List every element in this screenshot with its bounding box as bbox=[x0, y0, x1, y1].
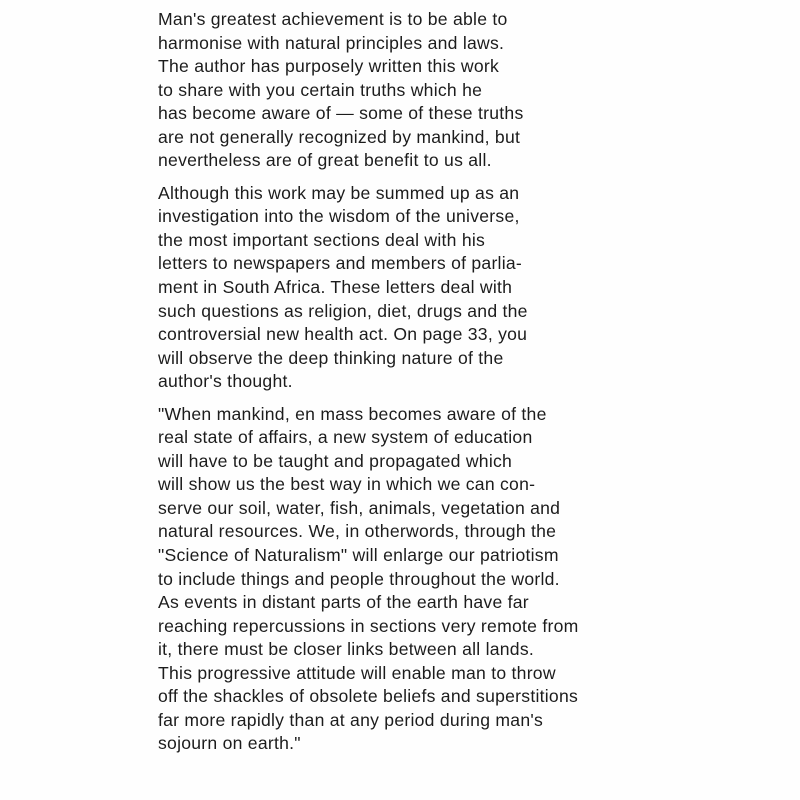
text-line: As events in distant parts of the earth have far bbox=[158, 592, 529, 613]
text-line: to include things and people throughout the world. bbox=[158, 568, 560, 589]
text-line: far more rapidly than at any period during man's bbox=[158, 709, 544, 730]
paragraph-summary bbox=[158, 182, 638, 394]
text-line: sojourn on earth." bbox=[158, 733, 301, 754]
text-line: "Science of Naturalism" will enlarge our patriotism bbox=[158, 545, 559, 566]
paragraph-intro bbox=[158, 8, 638, 173]
text-line: investigation into the wisdom of the universe, bbox=[158, 206, 520, 227]
text-line: will have to be taught and propagated which bbox=[158, 450, 513, 471]
text-line: "When mankind, en mass becomes aware of the bbox=[158, 403, 547, 424]
text-line: the most important sections deal with his bbox=[158, 229, 486, 250]
text-line: harmonise with natural principles and laws. bbox=[158, 32, 505, 53]
text-line: letters to newspapers and members of parlia- bbox=[158, 253, 523, 274]
text-line: will observe the deep thinking nature of the bbox=[158, 347, 504, 368]
text-line: are not generally recognized by mankind, but bbox=[158, 126, 521, 147]
text-line: This progressive attitude will enable man to throw bbox=[158, 662, 556, 683]
text-line: serve our soil, water, fish, animals, vegetation and bbox=[158, 497, 561, 518]
text-line: off the shackles of obsolete beliefs and superstitions bbox=[158, 686, 579, 707]
text-line: reaching repercussions in sections very remote from bbox=[158, 615, 579, 636]
text-line: ment in South Africa. These letters deal with bbox=[158, 277, 513, 298]
body-text bbox=[158, 8, 638, 765]
text-line: to share with you certain truths which he bbox=[158, 79, 483, 100]
text-line: The author has purposely written this work bbox=[158, 56, 500, 77]
text-line: has become aware of — some of these truths bbox=[158, 103, 524, 124]
text-line: it, there must be closer links between all lands. bbox=[158, 639, 535, 660]
text-line: will show us the best way in which we can con- bbox=[158, 474, 536, 495]
text-line: natural resources. We, in otherwords, through the bbox=[158, 521, 557, 542]
text-line: real state of affairs, a new system of education bbox=[158, 427, 533, 448]
text-line: author's thought. bbox=[158, 371, 293, 392]
text-line: such questions as religion, diet, drugs and the bbox=[158, 300, 528, 321]
text-line: nevertheless are of great benefit to us all. bbox=[158, 150, 492, 171]
text-line: Although this work may be summed up as an bbox=[158, 182, 520, 203]
paragraph-quotation bbox=[158, 403, 638, 756]
text-line: Man's greatest achievement is to be able to bbox=[158, 9, 508, 29]
text-line: controversial new health act. On page 33, you bbox=[158, 324, 528, 345]
